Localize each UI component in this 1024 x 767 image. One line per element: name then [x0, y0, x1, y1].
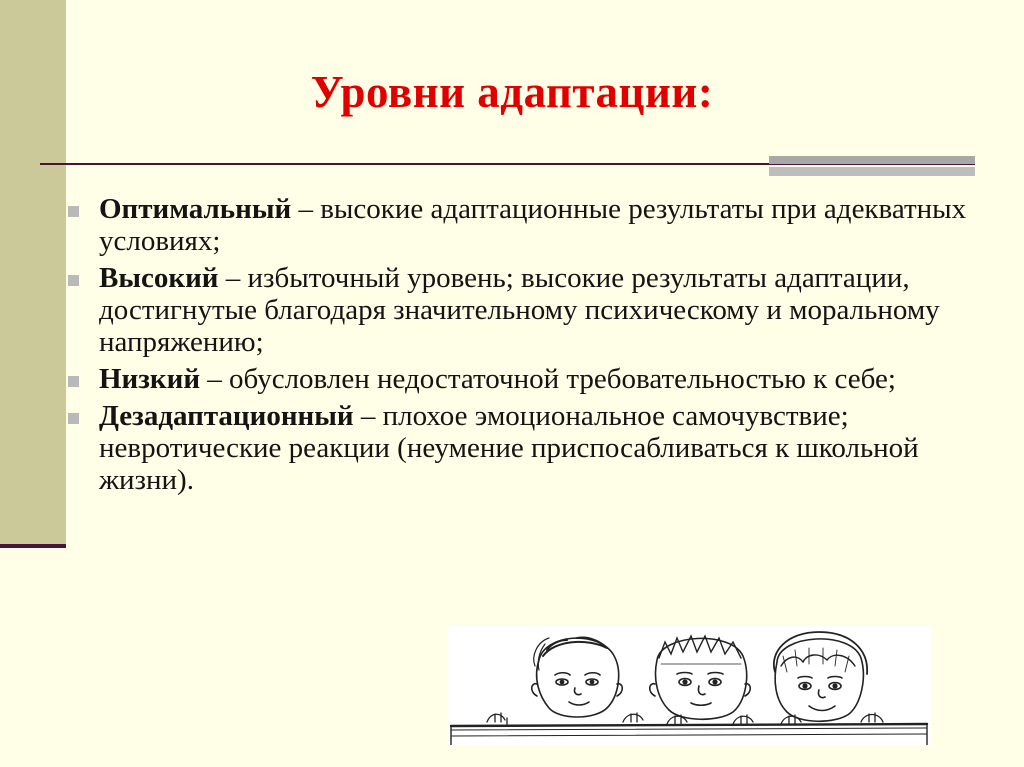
bullet-separator: –: [291, 193, 321, 225]
bullet-marker-icon: [68, 275, 79, 286]
child-face-icon: [532, 637, 623, 717]
bullet-separator: –: [218, 262, 248, 294]
bullet-term: Дезадаптационный: [99, 400, 354, 432]
title-accent-bar: [769, 156, 975, 164]
bullet-item-high: [66, 262, 996, 358]
title-accent-bar-lower: [769, 167, 975, 176]
slide-title: Уровни адаптации:: [310, 67, 714, 117]
bullet-term: Низкий: [99, 363, 201, 395]
bullet-text: обусловлен недостаточной требовательностью к себе;: [229, 363, 896, 395]
bullet-term: Высокий: [99, 262, 219, 294]
bullet-list: [66, 193, 996, 501]
child-face-icon: [774, 632, 867, 721]
bullet-term: Оптимальный: [99, 193, 292, 225]
bullet-text: плохое эмоциональное самочувствие; невротические реакции (неумение приспосабливаться к школьной жизни).: [99, 400, 919, 496]
bullet-item-maladaptive: [66, 400, 996, 496]
children-drawing-icon: [447, 626, 931, 745]
bullet-item-low: [66, 363, 996, 395]
bullet-marker-icon: [68, 376, 79, 387]
bullet-item-optimal: [66, 193, 996, 257]
bullet-separator: –: [200, 363, 230, 395]
bullet-separator: –: [353, 400, 383, 432]
bullet-marker-icon: [68, 413, 79, 424]
bullet-text: высокие адаптационные результаты при адекватных условиях;: [99, 193, 967, 257]
bullet-marker-icon: [68, 206, 79, 217]
left-band-rule: [0, 544, 66, 548]
bullet-text: избыточный уровень; высокие результаты адаптации, достигнутые благодаря значительному психическому и моральному напряжению;: [99, 262, 940, 358]
child-face-icon: [650, 636, 751, 719]
